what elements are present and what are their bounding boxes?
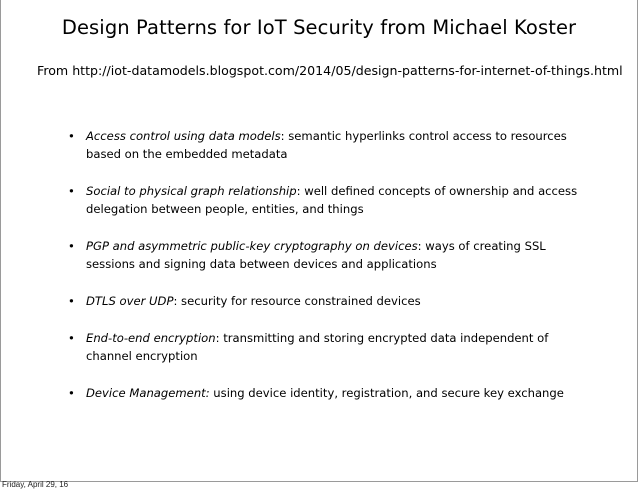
bullet-item bbox=[68, 329, 588, 365]
bullet-item bbox=[68, 292, 588, 310]
bullet-term: Access control using data models bbox=[86, 129, 281, 143]
bullet-glyph: • bbox=[68, 129, 75, 143]
slide-title: Design Patterns for IoT Security from Michael Koster bbox=[61, 16, 577, 39]
bullet-text: : semantic hyperlinks control access to resources based on the embedded metadata bbox=[86, 129, 567, 161]
bullet-text: : ways of creating SSL sessions and signing data between devices and applications bbox=[86, 239, 546, 271]
bullet-term: End-to-end encryption bbox=[86, 331, 216, 345]
bullet-glyph: • bbox=[68, 239, 75, 253]
bullet-text: : well defined concepts of ownership and access delegation between people, entities, and things bbox=[86, 184, 578, 216]
bullet-term: Social to physical graph relationship bbox=[86, 184, 297, 198]
bullet-item bbox=[68, 384, 588, 402]
bullet-item bbox=[68, 182, 588, 218]
source-url-line: From http://iot-datamodels.blogspot.com/2014/05/design-patterns-for-internet-of-things.html bbox=[37, 63, 623, 78]
bullet-term: PGP and asymmetric public-key cryptography on devices bbox=[86, 239, 418, 253]
bullet-text: : security for resource constrained devices bbox=[173, 294, 421, 308]
bullet-item bbox=[68, 127, 588, 163]
bullet-term: DTLS over UDP bbox=[86, 294, 174, 308]
bullet-item bbox=[68, 237, 588, 273]
bullet-text: : transmitting and storing encrypted data independent of channel encryption bbox=[86, 331, 549, 363]
bullet-glyph: • bbox=[68, 184, 75, 198]
footer-date: Friday, April 29, 16 bbox=[2, 480, 69, 489]
bullet-glyph: • bbox=[68, 386, 75, 400]
bullet-text: using device identity, registration, and secure key exchange bbox=[209, 386, 564, 400]
bullet-glyph: • bbox=[68, 331, 75, 345]
bullet-term: Device Management: bbox=[86, 386, 210, 400]
bullet-glyph: • bbox=[68, 294, 75, 308]
bullet-list bbox=[68, 127, 588, 421]
